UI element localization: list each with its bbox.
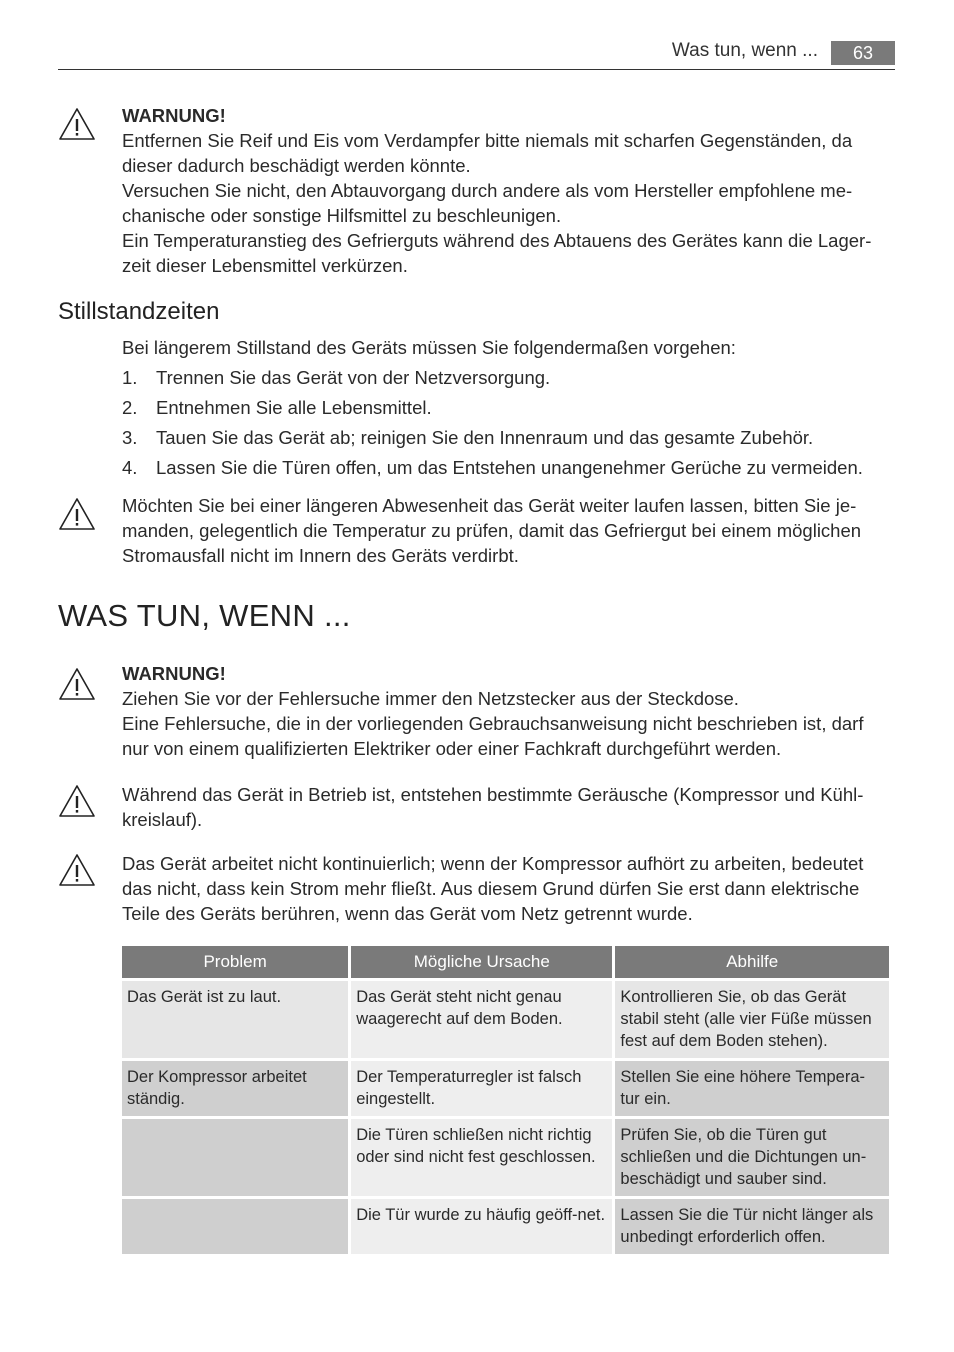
column-header-cause: Mögliche Ursache xyxy=(351,946,612,981)
note-line: Während das Gerät in Betrieb ist, entstehen bestimmte Geräusche (Kompressor und Kühl- xyxy=(122,784,864,805)
list-item xyxy=(122,423,902,453)
cell-cause: Die Tür wurde zu häufig geöff-net. xyxy=(351,1199,612,1257)
cell-cause: Das Gerät steht nicht genau waagerecht auf dem Boden. xyxy=(351,981,612,1061)
column-header-remedy: Abhilfe xyxy=(615,946,889,981)
step-text: Lassen Sie die Türen offen, um das Entstehen unangenehmer Gerüche zu vermeiden. xyxy=(156,457,863,478)
warning-triangle-icon xyxy=(58,853,96,887)
column-header-problem: Problem xyxy=(122,946,348,981)
warning-line: Versuchen Sie nicht, den Abtauvorgang durch andere als vom Hersteller empfohlene me- xyxy=(122,180,853,201)
warning-triangle-icon xyxy=(58,667,96,701)
cell-remedy: Prüfen Sie, ob die Türen gut schließen und die Dichtungen un-beschädigt und sauber sind. xyxy=(615,1119,889,1199)
stillstand-intro: Bei längerem Stillstand des Geräts müssen Sie folgendermaßen vorgehen: xyxy=(122,337,736,358)
note-line: manden, gelegentlich die Temperatur zu prüfen, damit das Gefriergut bei einem möglichen xyxy=(122,520,862,541)
list-item xyxy=(122,453,902,483)
note-absence xyxy=(58,493,895,568)
cell-cause: Die Türen schließen nicht richtig oder sind nicht fest geschlossen. xyxy=(351,1119,612,1199)
warning-line: chanische oder sonstige Hilfsmittel zu beschleunigen. xyxy=(122,205,562,226)
warning-defrost xyxy=(58,103,895,278)
cell-remedy: Kontrollieren Sie, ob das Gerät stabil steht (alle vier Füße müssen fest auf dem Boden stehen). xyxy=(615,981,889,1061)
table-row xyxy=(122,1199,889,1257)
warning-troubleshooting xyxy=(58,661,895,761)
step-number: 4. xyxy=(122,457,138,478)
cell-remedy: Lassen Sie die Tür nicht länger als unbedingt erforderlich offen. xyxy=(615,1199,889,1257)
cell-remedy: Stellen Sie eine höhere Tempera-tur ein. xyxy=(615,1061,889,1119)
warning-triangle-icon xyxy=(58,497,96,531)
step-number: 2. xyxy=(122,397,138,418)
cell-problem xyxy=(122,1119,348,1199)
step-text: Tauen Sie das Gerät ab; reinigen Sie den Innenraum und das gesamte Zubehör. xyxy=(156,427,814,448)
warning-triangle-icon xyxy=(58,107,96,141)
warning-line: nur von einem qualifizierten Elektriker oder einer Fachkraft durchgeführt werden. xyxy=(122,738,782,759)
step-text: Trennen Sie das Gerät von der Netzversorgung. xyxy=(156,367,551,388)
warning-line: Eine Fehlersuche, die in der vorliegenden Gebrauchsanweisung nicht beschrieben ist, darf xyxy=(122,713,864,734)
table-header-row xyxy=(122,946,889,981)
stillstand-steps xyxy=(122,363,902,483)
table-row xyxy=(122,1119,889,1199)
step-text: Entnehmen Sie alle Lebensmittel. xyxy=(156,397,432,418)
cell-problem: Das Gerät ist zu laut. xyxy=(122,981,348,1061)
warning-line: dieser dadurch beschädigt werden könnte. xyxy=(122,155,471,176)
table-row xyxy=(122,1061,889,1119)
troubleshooting-table xyxy=(119,946,892,1257)
warning-title: WARNUNG! xyxy=(122,663,226,684)
running-header: Was tun, wenn ... xyxy=(671,40,818,61)
note-line: Das Gerät arbeitet nicht kontinuierlich; wenn der Kompressor aufhört zu arbeiten, bedeutet xyxy=(122,853,864,874)
note-line: Teile des Geräts berühren, wenn das Gerät vom Netz getrennt wurde. xyxy=(122,903,693,924)
warning-line: Entfernen Sie Reif und Eis vom Verdampfer bitte niemals mit scharfen Gegenständen, da xyxy=(122,130,853,151)
list-item xyxy=(122,393,902,423)
cell-cause: Der Temperaturregler ist falsch eingestellt. xyxy=(351,1061,612,1119)
note-noise xyxy=(58,782,895,832)
note-line: kreislauf). xyxy=(122,809,203,830)
header-divider xyxy=(58,69,895,70)
page-number: 63 xyxy=(831,41,895,65)
table-row xyxy=(122,981,889,1061)
warning-triangle-icon xyxy=(58,784,96,818)
chapter-title: WAS TUN, WENN ... xyxy=(58,598,351,633)
note-line: Möchten Sie bei einer längeren Abwesenheit das Gerät weiter laufen lassen, bitten Sie je- xyxy=(122,495,857,516)
warning-line: zeit dieser Lebensmittel verkürzen. xyxy=(122,255,408,276)
note-compressor xyxy=(58,851,895,926)
warning-title: WARNUNG! xyxy=(122,105,226,126)
section-heading-stillstand: Stillstandzeiten xyxy=(58,298,220,325)
note-line: Stromausfall nicht im Innern des Geräts verdirbt. xyxy=(122,545,519,566)
note-line: das nicht, dass kein Strom mehr fließt. Aus diesem Grund dürfen Sie erst dann elektrische xyxy=(122,878,860,899)
cell-problem xyxy=(122,1199,348,1257)
cell-problem: Der Kompressor arbeitet ständig. xyxy=(122,1061,348,1119)
step-number: 3. xyxy=(122,427,138,448)
warning-line: Ziehen Sie vor der Fehlersuche immer den Netzstecker aus der Steckdose. xyxy=(122,688,739,709)
list-item xyxy=(122,363,902,393)
step-number: 1. xyxy=(122,367,138,388)
warning-line: Ein Temperaturanstieg des Gefrierguts während des Abtauens des Gerätes kann die Lager- xyxy=(122,230,872,251)
